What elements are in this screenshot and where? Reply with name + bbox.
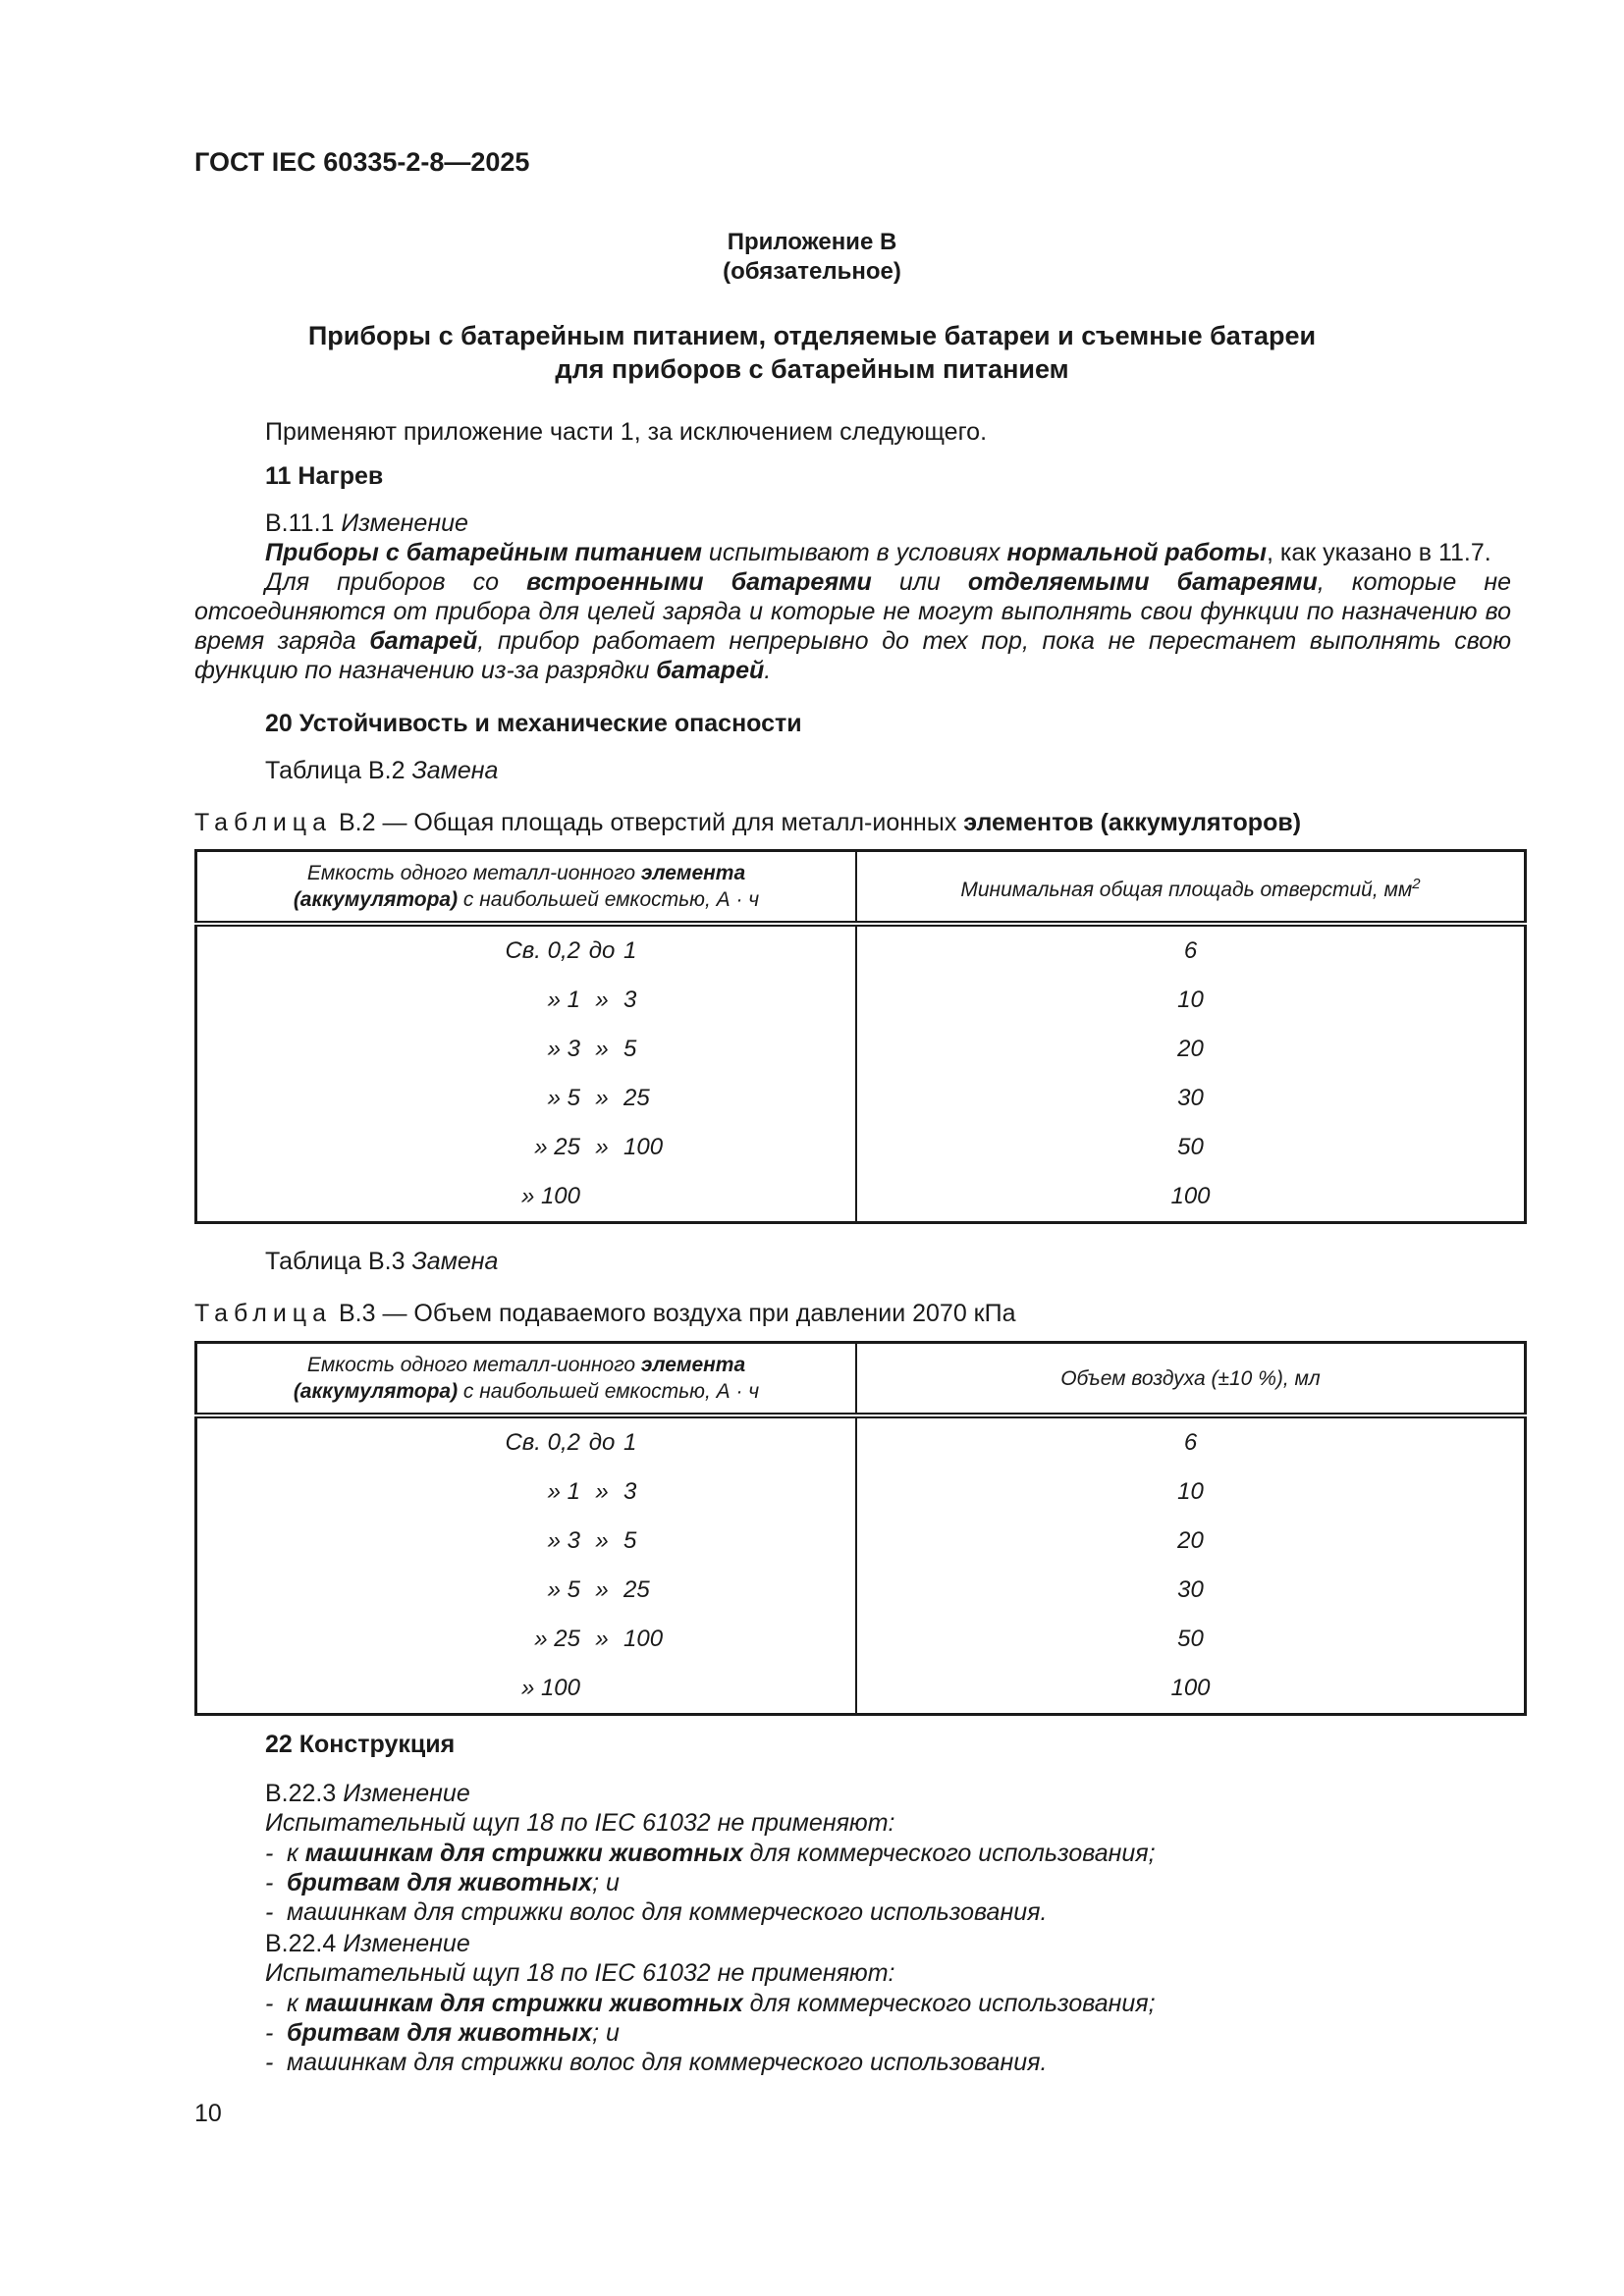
term: Приборы с батарейным питанием	[265, 539, 702, 566]
section-20-heading: 20 Устойчивость и механические опасности	[265, 710, 802, 737]
range-sep: »	[595, 1478, 609, 1505]
dash: -	[265, 2049, 274, 2076]
table-row	[196, 1615, 1526, 1664]
text: , прибор работает непрерывно до тех пор, пока не перестанет выполнять свою функцию по назначению из-за разрядки	[194, 627, 1511, 684]
list-item	[265, 2048, 1047, 2077]
clause-label: Изменение	[341, 509, 468, 537]
clause-b11-1	[265, 508, 468, 538]
term: отделяемыми батареями	[967, 568, 1318, 596]
range-to: 3	[623, 987, 637, 1013]
value-cell: 30	[856, 1074, 1526, 1123]
table-row	[196, 1664, 1526, 1715]
term: бритвам для животных	[287, 2019, 593, 2047]
text: Таблица В.3	[265, 1248, 412, 1275]
header-superscript: 2	[1412, 875, 1421, 892]
dash: -	[265, 1869, 274, 1896]
column-header-air-volume	[856, 1343, 1526, 1416]
table-row	[196, 1025, 1526, 1074]
header-text: Емкость одного металл-ионного	[306, 862, 641, 884]
range-sep: »	[595, 1576, 609, 1603]
range-to: 25	[623, 1576, 650, 1603]
text: машинкам для стрижки волос для коммерческого использования.	[287, 2049, 1048, 2076]
range-sep: »	[595, 1036, 609, 1062]
clause-number: В.22.4	[265, 1930, 337, 1957]
header-text: с наибольшей емкостью, А · ч	[458, 1380, 760, 1403]
section-22-heading: 22 Конструкция	[265, 1731, 456, 1758]
range-to: 100	[623, 1134, 664, 1160]
column-header-capacity	[196, 1343, 857, 1416]
range-from: » 100	[520, 1675, 580, 1701]
value-cell: 20	[856, 1025, 1526, 1074]
table-row	[196, 1468, 1526, 1517]
header-text: Объем воздуха (±10 %), мл	[1060, 1366, 1321, 1390]
range-sep: до	[588, 937, 616, 964]
range-cell	[196, 1074, 857, 1123]
text: испытывают в условиях	[701, 539, 1007, 566]
range-cell	[196, 1123, 857, 1172]
table-header-row	[196, 1343, 1526, 1416]
table-b3	[194, 1341, 1527, 1716]
table-b2-caption	[194, 808, 1301, 837]
range-from: » 3	[547, 1527, 580, 1554]
range-from: » 1	[547, 1478, 580, 1505]
document-code: ГОСТ IEC 60335-2-8—2025	[194, 147, 530, 177]
table-row	[196, 924, 1526, 976]
probe-statement: Испытательный щуп 18 по IEC 61032 не применяют:	[265, 1809, 895, 1837]
range-sep: »	[595, 1134, 609, 1160]
value-cell: 30	[856, 1566, 1526, 1615]
list-item	[265, 1897, 1047, 1927]
text: к	[287, 1990, 305, 2017]
dash: -	[265, 1898, 274, 1926]
header-term: (аккумулятора)	[293, 888, 459, 911]
clause-label: Изменение	[343, 1930, 470, 1957]
column-header-area	[856, 851, 1526, 925]
page-number: 10	[194, 2100, 222, 2127]
intro-text: Применяют приложение части 1, за исключением следующего.	[265, 418, 988, 446]
range-cell	[196, 1615, 857, 1664]
table-row	[196, 1172, 1526, 1223]
caption-text: В.3 — Объем подаваемого воздуха при давлении 2070 кПа	[332, 1300, 1016, 1327]
term: встроенными батареями	[526, 568, 872, 596]
table-row	[196, 1123, 1526, 1172]
range-cell	[196, 1517, 857, 1566]
text: , которые не отсоединяются от прибора для целей заряда и которые не могут выполнять свои функции по назначению во время заряда	[194, 568, 1511, 655]
probe-statement: Испытательный щуп 18 по IEC 61032 не применяют:	[265, 1959, 895, 1987]
term: машинкам для стрижки животных	[304, 1990, 743, 2017]
text: машинкам для стрижки волос для коммерческого использования.	[287, 1898, 1048, 1926]
caption-text: В.2 — Общая площадь отверстий для металл-ионных	[332, 809, 964, 836]
text: к	[287, 1840, 305, 1867]
header-term: элемента	[640, 862, 746, 884]
text: ; и	[592, 1869, 620, 1896]
value-cell: 50	[856, 1615, 1526, 1664]
range-from: Св. 0,2	[505, 937, 580, 964]
table-b3-replace-note	[265, 1247, 498, 1276]
range-cell	[196, 1468, 857, 1517]
range-to: 3	[623, 1478, 637, 1505]
clause-number: В.11.1	[265, 509, 335, 537]
dash: -	[265, 2019, 274, 2047]
range-from: » 5	[547, 1085, 580, 1111]
range-cell	[196, 924, 857, 976]
table-row	[196, 1074, 1526, 1123]
range-cell	[196, 1664, 857, 1715]
caption-word: Таблица	[194, 809, 333, 836]
range-cell	[196, 976, 857, 1025]
text: Замена	[411, 1248, 499, 1275]
header-text: Минимальная общая площадь отверстий, мм	[960, 878, 1413, 901]
section-11-heading: 11 Нагрев	[265, 462, 384, 490]
appendix-heading-line1: Приборы с батарейным питанием, отделяемые батареи и съемные батареи	[307, 321, 1317, 350]
text: .	[764, 657, 772, 684]
range-cell	[196, 1566, 857, 1615]
text: Таблица В.2	[265, 757, 412, 784]
text: , как указано в 11.7.	[1266, 539, 1491, 566]
clause-b11-1-para2	[194, 567, 1511, 685]
dash: -	[265, 1840, 274, 1867]
table-header-row	[196, 851, 1526, 925]
text: ; и	[592, 2019, 620, 2047]
header-term: элемента	[640, 1354, 746, 1376]
list-item	[265, 1839, 1156, 1868]
range-to: 100	[623, 1626, 664, 1652]
range-to: 5	[623, 1527, 637, 1554]
range-from: » 25	[534, 1134, 580, 1160]
term: бритвам для животных	[287, 1869, 593, 1896]
value-cell: 20	[856, 1517, 1526, 1566]
range-from: » 5	[547, 1576, 580, 1603]
term: батарей	[369, 627, 478, 655]
value-cell: 100	[856, 1172, 1526, 1223]
range-cell	[196, 1172, 857, 1223]
range-sep: »	[595, 1085, 609, 1111]
range-from: » 3	[547, 1036, 580, 1062]
range-sep: до	[588, 1429, 616, 1456]
appendix-status: (обязательное)	[723, 258, 901, 285]
range-from: Св. 0,2	[505, 1429, 580, 1456]
list-item	[265, 1989, 1156, 2018]
appendix-title: Приложение В	[727, 229, 897, 255]
range-cell	[196, 1025, 857, 1074]
range-sep: »	[595, 1527, 609, 1554]
column-header-capacity	[196, 851, 857, 925]
range-from: » 25	[534, 1626, 580, 1652]
value-cell: 6	[856, 924, 1526, 976]
range-from: » 100	[520, 1183, 580, 1209]
header-text: Емкость одного металл-ионного	[306, 1354, 641, 1376]
table-row	[196, 1566, 1526, 1615]
clause-number: В.22.3	[265, 1780, 337, 1807]
table-b2-replace-note	[265, 756, 498, 785]
table-b2	[194, 849, 1527, 1224]
term: машинкам для стрижки животных	[304, 1840, 743, 1867]
range-cell	[196, 1415, 857, 1468]
range-to: 1	[623, 1429, 637, 1456]
clause-b11-1-para1	[265, 538, 1491, 567]
table-row	[196, 1517, 1526, 1566]
list-item	[265, 1868, 620, 1897]
range-to: 5	[623, 1036, 637, 1062]
caption-term: элементов (аккумуляторов)	[963, 809, 1302, 836]
appendix-heading-line2: для приборов с батарейным питанием	[555, 354, 1069, 384]
table-b3-caption	[194, 1299, 1015, 1328]
list-item	[265, 2018, 620, 2048]
table-row	[196, 1415, 1526, 1468]
clause-b22-3	[265, 1779, 470, 1808]
range-to: 25	[623, 1085, 650, 1111]
text: или	[871, 568, 968, 596]
range-from: » 1	[547, 987, 580, 1013]
range-sep: »	[595, 1626, 609, 1652]
value-cell: 10	[856, 1468, 1526, 1517]
table-row	[196, 976, 1526, 1025]
value-cell: 100	[856, 1664, 1526, 1715]
header-text: с наибольшей емкостью, А · ч	[458, 888, 760, 911]
term: нормальной работы	[1006, 539, 1267, 566]
text: для коммерческого использования;	[742, 1840, 1156, 1867]
range-sep: »	[595, 987, 609, 1013]
value-cell: 6	[856, 1415, 1526, 1468]
term: батарей	[656, 657, 765, 684]
dash: -	[265, 1990, 274, 2017]
range-to: 1	[623, 937, 637, 964]
text: Замена	[411, 757, 499, 784]
clause-b22-4	[265, 1929, 470, 1958]
clause-label: Изменение	[343, 1780, 470, 1807]
caption-word: Таблица	[194, 1300, 333, 1327]
text: Для приборов со	[265, 568, 527, 596]
value-cell: 50	[856, 1123, 1526, 1172]
header-term: (аккумулятора)	[293, 1380, 459, 1403]
value-cell: 10	[856, 976, 1526, 1025]
text: для коммерческого использования;	[742, 1990, 1156, 2017]
